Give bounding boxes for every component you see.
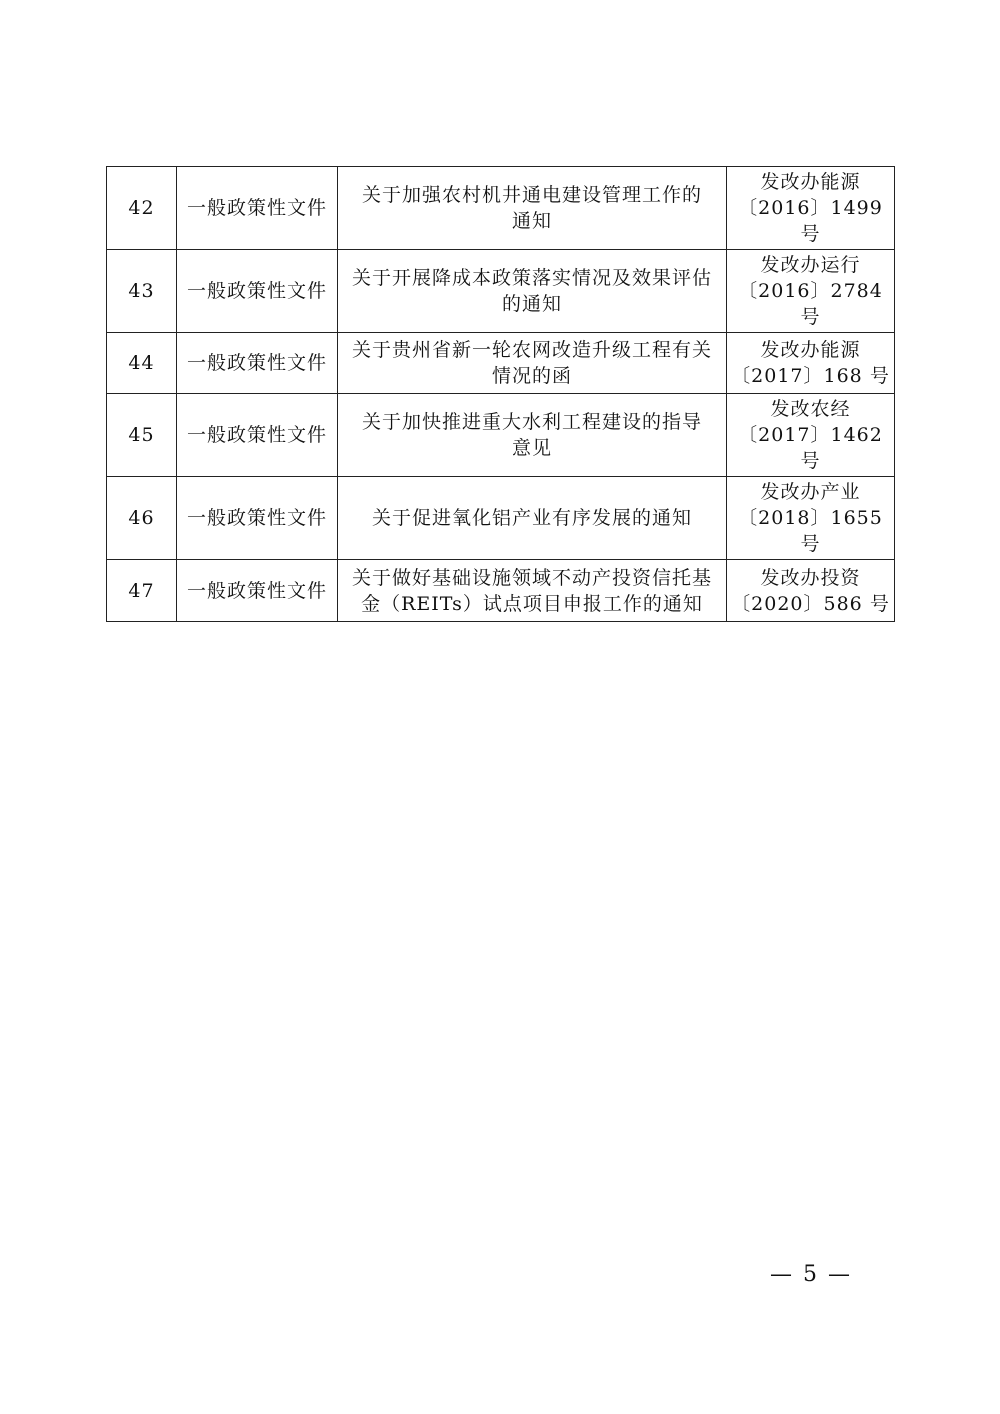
row-number: 42 <box>107 167 177 250</box>
document-title <box>338 250 727 333</box>
reference-number: 〔2016〕1499 号 <box>738 197 883 245</box>
document-title <box>338 333 727 394</box>
document-title-line: 意见 <box>511 437 552 459</box>
issuing-office: 发改办能源 <box>760 339 861 361</box>
document-reference <box>727 333 895 394</box>
table-row <box>107 477 895 560</box>
document-reference <box>727 394 895 477</box>
document-type: 一般政策性文件 <box>177 167 338 250</box>
document-reference <box>727 167 895 250</box>
document-title-line: 情况的函 <box>491 365 572 387</box>
issuing-office: 发改办运行 <box>760 254 861 276</box>
document-type: 一般政策性文件 <box>177 394 338 477</box>
document-title <box>338 560 727 622</box>
table-row <box>107 333 895 394</box>
document-reference <box>727 477 895 560</box>
document-title-line: 关于加强农村机井通电建设管理工作的 <box>361 184 702 206</box>
reference-number: 〔2016〕2784 号 <box>738 280 883 328</box>
issuing-office: 发改办能源 <box>760 171 861 193</box>
table-row <box>107 394 895 477</box>
document-type: 一般政策性文件 <box>177 560 338 622</box>
row-number: 43 <box>107 250 177 333</box>
document-title-line: 关于贵州省新一轮农网改造升级工程有关 <box>351 339 712 361</box>
document-title <box>338 394 727 477</box>
document-title-line: 关于促进氧化铝产业有序发展的通知 <box>371 507 692 529</box>
document-type: 一般政策性文件 <box>177 333 338 394</box>
document-title <box>338 167 727 250</box>
table-row <box>107 167 895 250</box>
issuing-office: 发改办投资 <box>760 566 861 589</box>
document-type: 一般政策性文件 <box>177 477 338 560</box>
document-reference <box>727 250 895 333</box>
document-title-line: 关于做好基础设施领域不动产投资信托基 <box>351 566 712 589</box>
table-row <box>107 560 895 622</box>
document-title-line: 通知 <box>511 210 552 232</box>
issuing-office: 发改办产业 <box>760 481 861 503</box>
document-type: 一般政策性文件 <box>177 250 338 333</box>
page-number: — 5 — <box>770 1262 852 1287</box>
reference-number: 〔2020〕586 号 <box>731 592 890 615</box>
document-reference <box>727 560 895 622</box>
document-title-line: 的通知 <box>501 293 562 315</box>
reference-number: 〔2017〕168 号 <box>731 365 890 387</box>
policy-document-table <box>106 166 895 622</box>
reference-number: 〔2018〕1655 号 <box>738 507 883 555</box>
row-number: 45 <box>107 394 177 477</box>
document-title-line: 关于开展降成本政策落实情况及效果评估 <box>351 267 712 289</box>
document-title-line: 关于加快推进重大水利工程建设的指导 <box>361 411 702 433</box>
reference-number: 〔2017〕1462 号 <box>738 424 883 472</box>
table-row <box>107 250 895 333</box>
row-number: 47 <box>107 560 177 622</box>
row-number: 46 <box>107 477 177 560</box>
row-number: 44 <box>107 333 177 394</box>
document-title <box>338 477 727 560</box>
document-title-line: 金（REITs）试点项目申报工作的通知 <box>361 592 703 615</box>
issuing-office: 发改农经 <box>770 398 851 420</box>
